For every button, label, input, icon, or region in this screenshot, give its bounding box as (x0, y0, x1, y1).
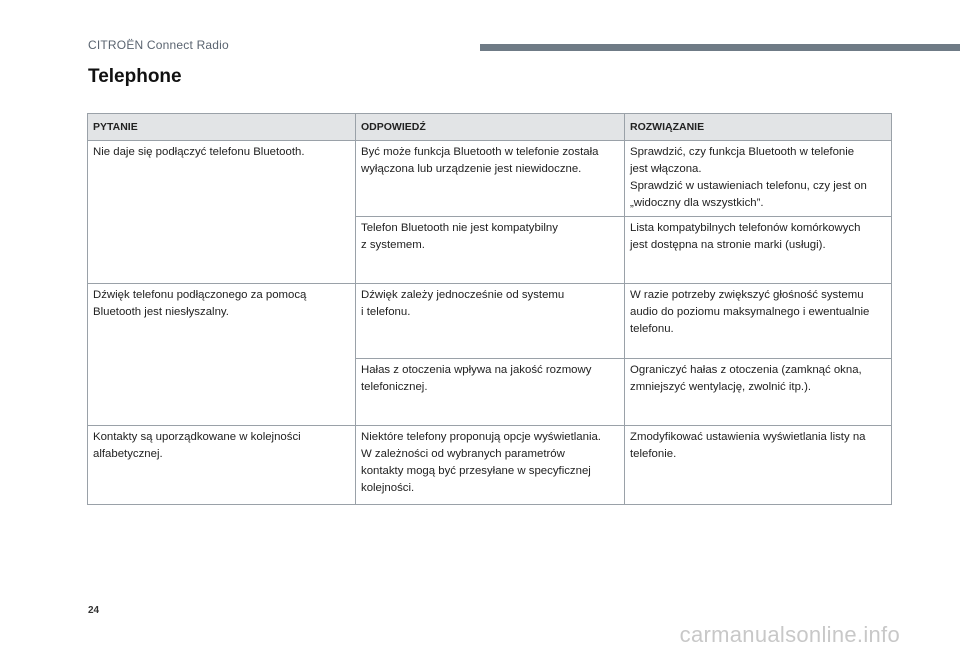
answer-cell: Być może funkcja Bluetooth w telefonie została wyłączona lub urządzenie jest niewidoczne. (356, 141, 625, 217)
page-number: 24 (88, 605, 100, 616)
watermark-text: carmanualsonline.info (679, 622, 900, 647)
header-divider-bar (480, 44, 960, 51)
solution-cell: Ograniczyć hałas z otoczenia (zamknąć okna, zmniejszyć wentylację, zwolnić itp.). (625, 359, 892, 426)
solution-cell: Zmodyfikować ustawienia wyświetlania listy na telefonie. (625, 426, 892, 505)
answer-cell: Telefon Bluetooth nie jest kompatybilny z systemem. (356, 217, 625, 284)
answer-cell: Dźwięk zależy jednocześnie od systemu i telefonu. (356, 284, 625, 359)
page-title: Telephone (88, 66, 182, 87)
question-cell: Dźwięk telefonu podłączonego za pomocą Bluetooth jest niesłyszalny. (88, 284, 356, 426)
table-row (88, 284, 892, 359)
table-row (88, 141, 892, 217)
solution-cell: Sprawdzić, czy funkcja Bluetooth w telefonie jest włączona. Sprawdzić w ustawieniach telefonu, czy jest on „widoczny dla wszystkich”. (625, 141, 892, 217)
question-cell: Nie daje się podłączyć telefonu Bluetooth. (88, 141, 356, 284)
table-header-row (88, 114, 892, 141)
troubleshooting-table (87, 113, 892, 505)
brand-label: CITROËN Connect Radio (88, 38, 229, 52)
question-cell: Kontakty są uporządkowane w kolejności alfabetycznej. (88, 426, 356, 505)
answer-cell: Niektóre telefony proponują opcje wyświetlania. W zależności od wybranych parametrów kontakty mogą być przesyłane w specyficznej kolejności. (356, 426, 625, 505)
column-header-solution: ROZWIĄZANIE (625, 114, 892, 141)
answer-cell: Hałas z otoczenia wpływa na jakość rozmowy telefonicznej. (356, 359, 625, 426)
table-row (88, 426, 892, 505)
column-header-answer: ODPOWIEDŹ (356, 114, 625, 141)
solution-cell: Lista kompatybilnych telefonów komórkowych jest dostępna na stronie marki (usługi). (625, 217, 892, 284)
column-header-question: PYTANIE (88, 114, 356, 141)
solution-cell: W razie potrzeby zwiększyć głośność systemu audio do poziomu maksymalnego i ewentualnie telefonu. (625, 284, 892, 359)
